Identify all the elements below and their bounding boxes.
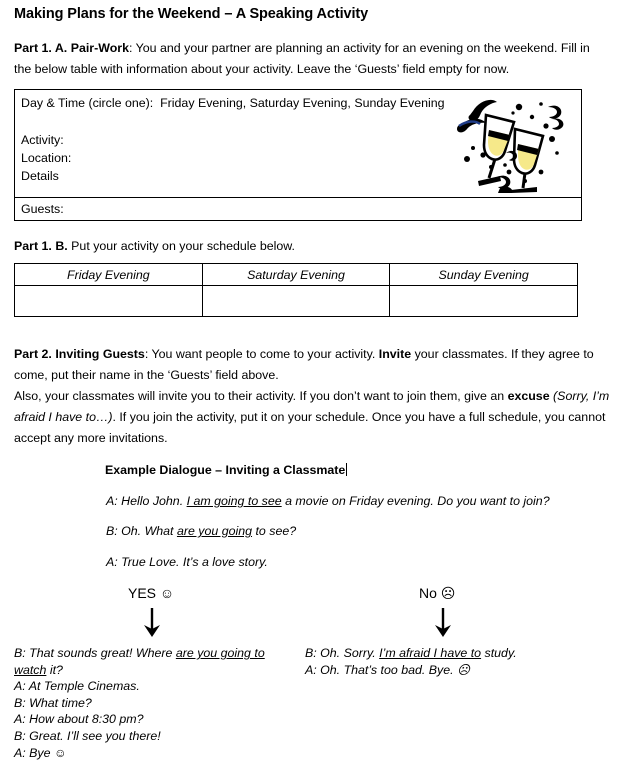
dialogue-2-underlined: are you going xyxy=(176,524,253,538)
part2-italic-excuse-example: (Sorry, I’m afraid I have to…) xyxy=(14,389,610,424)
yes-branch-dialogue xyxy=(14,645,286,761)
schedule-cell-sunday[interactable] xyxy=(390,286,578,317)
page-title: Making Plans for the Weekend – A Speaking Activity xyxy=(14,6,369,22)
yes-dialogue-line-2: A: At Temple Cinemas. xyxy=(14,679,140,694)
yes-dialogue-line-6: A: Bye ☺ xyxy=(14,745,67,760)
schedule-header-sunday: Sunday Evening xyxy=(390,264,578,286)
activity-fields xyxy=(21,131,71,185)
dialogue-1-post: a movie on Friday evening. Do you want to join? xyxy=(281,494,550,508)
part2-instructions-2 xyxy=(14,386,610,449)
schedule-cell-saturday[interactable] xyxy=(202,286,390,317)
no-line1-underlined: I’m afraid I have to xyxy=(379,646,482,660)
part2-para2-text-2: . If you join the activity, put it on your schedule. Once you have a full schedule, you cannot accept any more invitations. xyxy=(14,410,606,445)
no-branch-dialogue xyxy=(305,645,605,678)
part2-bold-excuse: excuse xyxy=(507,389,550,403)
yes-line1-post: it? xyxy=(46,662,63,677)
example-dialogue-heading-text: Example Dialogue – Inviting a Classmate xyxy=(105,463,346,477)
example-dialogue-line-2 xyxy=(106,524,296,538)
part1-b-label: Part 1. B. xyxy=(14,239,68,253)
no-dialogue-line-1 xyxy=(305,645,605,662)
part1-b-instructions xyxy=(14,236,606,257)
example-dialogue-heading xyxy=(105,463,347,477)
part1-a-label: Part 1. A. Pair-Work xyxy=(14,41,129,55)
no-line1-pre: B: Oh. Sorry. xyxy=(305,646,380,660)
part2-para2-text-1: Also, your classmates will invite you to their activity. If you don’t want to join them, give an xyxy=(14,389,508,403)
day-time-options: Friday Evening, Saturday Evening, Sunday Evening xyxy=(160,96,445,110)
part2-body-2: your classmates. If they agree to come, put their name in the ‘Guests’ field above. xyxy=(14,347,594,382)
part1-b-body: Put your activity on your schedule below. xyxy=(67,239,296,253)
branch-label-no: No ☹ xyxy=(419,585,456,601)
day-time-label: Day & Time (circle one): xyxy=(21,96,154,110)
dialogue-1-underlined: I am going to see xyxy=(186,494,282,508)
no-line1-post: study. xyxy=(481,646,517,660)
dialogue-1-pre: A: Hello John. xyxy=(106,494,187,508)
yes-dialogue-line-4: A: How about 8:30 pm? xyxy=(14,712,144,727)
day-time-row xyxy=(21,94,445,113)
example-dialogue-line-3 xyxy=(106,555,268,569)
schedule-header-friday: Friday Evening xyxy=(15,264,203,286)
schedule-header-saturday: Saturday Evening xyxy=(202,264,390,286)
part2-label: Part 2. Inviting Guests xyxy=(14,347,145,361)
guests-label: Guests: xyxy=(21,202,64,216)
part1-a-body: : You and your partner are planning an activity for an evening on the weekend. Fill in the below table with information about your activity. Leave the ‘Guests’ field empty for now. xyxy=(14,41,590,76)
down-arrow-icon-yes xyxy=(141,608,163,638)
no-dialogue-line-2: A: Oh. That’s too bad. Bye. ☹ xyxy=(305,662,470,677)
table-row-header xyxy=(15,264,578,286)
details-field: Details xyxy=(21,169,59,183)
activity-field: Activity: xyxy=(21,133,64,147)
schedule-cell-friday[interactable] xyxy=(15,286,203,317)
activity-table-main-cell xyxy=(15,90,581,198)
guests-row xyxy=(15,198,581,220)
yes-dialogue-line-3: B: What time? xyxy=(14,695,92,710)
table-row xyxy=(15,286,578,317)
activity-table xyxy=(14,89,582,221)
yes-dialogue-line-5: B: Great. I’ll see you there! xyxy=(14,728,161,743)
schedule-table xyxy=(14,263,578,317)
dialogue-2-post: to see? xyxy=(252,524,297,538)
yes-line1-pre: B: That sounds great! Where xyxy=(14,646,176,660)
branch-label-yes: YES ☺ xyxy=(128,585,175,601)
champagne-glasses-toast-clipart xyxy=(453,93,571,193)
dialogue-2-pre: B: Oh. What xyxy=(106,524,177,538)
example-dialogue-line-1 xyxy=(106,494,550,508)
down-arrow-icon-no xyxy=(432,608,454,638)
dialogue-3-pre: A: True Love. It’s a love story. xyxy=(106,555,268,569)
yes-dialogue-line-1 xyxy=(14,645,286,678)
part2-bold-invite: Invite xyxy=(378,347,412,361)
part2-body-1: : You want people to come to your activity. xyxy=(144,347,379,361)
part2-instructions xyxy=(14,344,610,386)
part1-a-instructions xyxy=(14,38,606,80)
location-field: Location: xyxy=(21,151,72,165)
text-cursor xyxy=(346,463,347,476)
yes-line1-underlined: are you going to watch xyxy=(14,646,265,677)
